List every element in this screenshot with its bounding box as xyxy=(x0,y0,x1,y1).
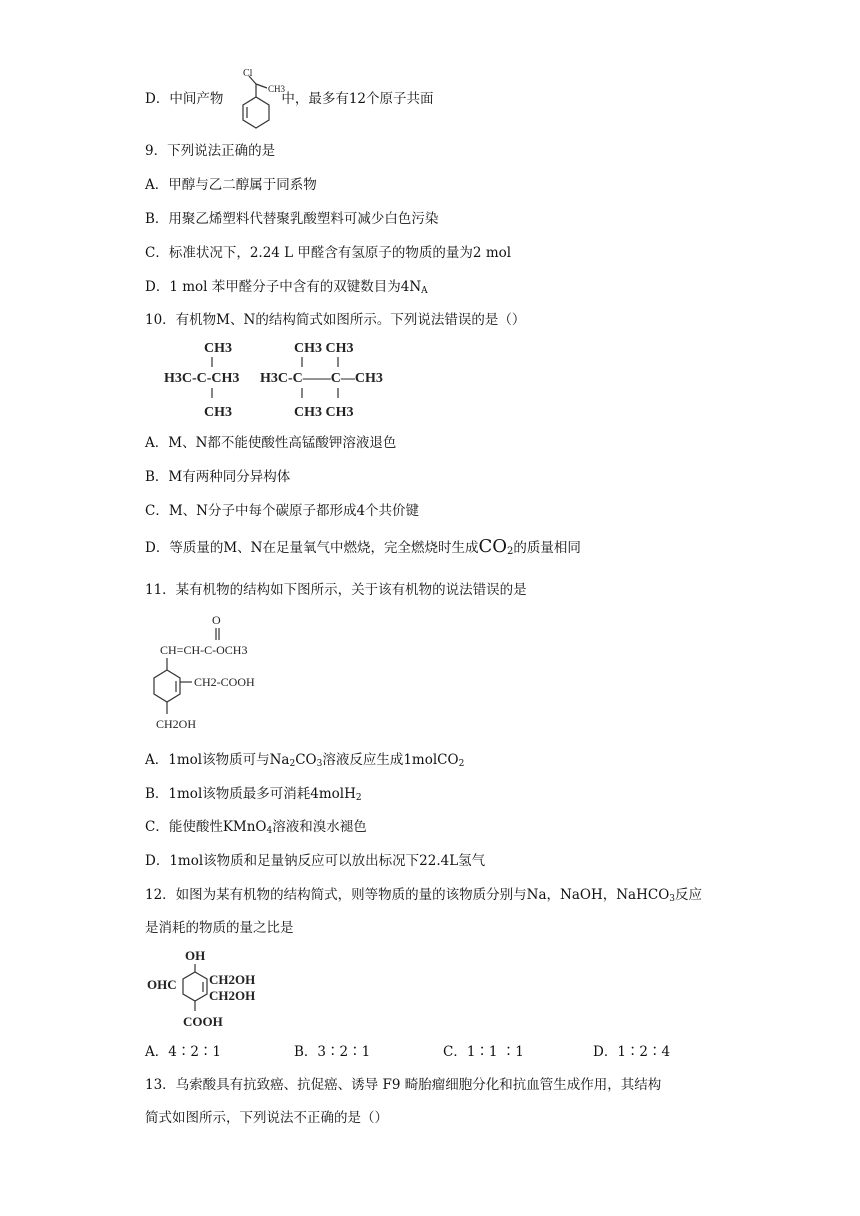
q10-m-top: CH3 xyxy=(204,341,232,356)
q13-stem-line1: 13．乌索酸具有抗致癌、抗促癌、诱导 F9 畸胎瘤细胞分化和抗血管生成作用，其结构 xyxy=(145,1077,662,1093)
q11-chain-label: CH=CH-C-OCH3 xyxy=(160,643,248,657)
q10-n-top: CH3 CH3 xyxy=(294,341,354,356)
q10-option-c: C．M、N分子中每个碳原子都形成4个共价键 xyxy=(145,503,420,519)
q12-oh-label: OH xyxy=(185,948,206,963)
q10-structures-m-n xyxy=(160,338,400,422)
q9-stem: 9．下列说法正确的是 xyxy=(145,143,276,159)
q12-ohc-label: OHC xyxy=(147,977,177,992)
q11-option-a: A．1mol该物质可与$Na_2CO_3$溶液反应生成1molCO$_2$ xyxy=(145,752,465,769)
q10-m-bottom: CH3 xyxy=(204,405,232,420)
q10-co2: $CO_2$ xyxy=(478,536,514,557)
q9-option-b: B．用聚乙烯塑料代替聚乳酸塑料可减少白色污染 xyxy=(145,211,439,227)
q10-n-bottom: CH3 CH3 xyxy=(294,405,354,420)
q10-option-d-text: D．等质量的M、N在足量氧气中燃烧，完全燃烧时生成 xyxy=(145,540,479,556)
q12-option-d: D．1∶2∶4 xyxy=(593,1044,671,1060)
q8-cl-label: Cl xyxy=(243,68,253,79)
q8-option-d-suffix: 中，最多有12个原子共面 xyxy=(281,91,434,107)
q10-m-mid: H3C-C-CH3 xyxy=(164,371,240,386)
q8-option-d-prefix: D．中间产物 xyxy=(145,91,224,107)
q9-option-c: C．标准状况下，2.24 L 甲醛含有氢原子的物质的量为2 mol xyxy=(145,245,512,261)
q12-ch2oh-2-label: CH2OH xyxy=(209,988,256,1003)
q12-stem-line1: 12．如图为某有机物的结构简式，则等物质的量的该物质分别与Na，NaOH，NaHCO$_3$反应 xyxy=(145,887,703,904)
q12-structure xyxy=(145,944,275,1030)
q11-option-d: D．1mol该物质和足量钠反应可以放出标况下22.4L氢气 xyxy=(145,853,486,869)
q8-ch3-label: CH3 xyxy=(268,84,286,94)
q12-ch2oh-1-label: CH2OH xyxy=(209,972,256,987)
q12-option-b: B．3∶2∶1 xyxy=(294,1044,371,1060)
q9-option-d-sub: A xyxy=(421,286,428,296)
q10-option-a: A．M、N都不能使酸性高锰酸钾溶液退色 xyxy=(145,435,397,451)
q9-option-d xyxy=(145,278,428,300)
q13-stem-line2: 简式如图所示，下列说法不正确的是（） xyxy=(145,1110,388,1126)
q11-structure xyxy=(150,610,290,732)
q11-bottom-label: CH2OH xyxy=(156,717,197,731)
q12-cooh-label: COOH xyxy=(183,1014,223,1029)
q10-option-d xyxy=(145,538,581,561)
q9-option-a: A．甲醇与乙二醇属于同系物 xyxy=(145,177,317,193)
q11-side-label: CH2-COOH xyxy=(194,675,255,689)
q10-stem: 10．有机物M、N的结构简式如图所示。下列说法错误的是（） xyxy=(145,312,526,328)
q12-option-c: C．1∶1 ∶1 xyxy=(443,1044,524,1060)
q12-option-a: A．4∶2∶1 xyxy=(145,1044,222,1060)
q10-option-d-tail: 的质量相同 xyxy=(513,540,581,556)
q11-o-label: O xyxy=(212,613,221,627)
q9-option-d-text: D．1 mol 苯甲醛分子中含有的双键数目为4N xyxy=(145,279,422,295)
q8-structure-chloroethylbenzene xyxy=(225,62,295,132)
q11-option-b: B．1mol该物质最多可消耗4molH$_2$ xyxy=(145,786,362,803)
q11-option-c: C．能使酸性KMnO$_4$溶液和溴水褪色 xyxy=(145,819,367,836)
q10-n-mid: H3C-C——C—CH3 xyxy=(260,371,383,386)
q11-stem: 11．某有机物的结构如下图所示，关于该有机物的说法错误的是 xyxy=(145,582,527,598)
q12-stem-line2: 是消耗的物质的量之比是 xyxy=(145,920,294,936)
q10-option-b: B．M有两种同分异构体 xyxy=(145,469,291,485)
